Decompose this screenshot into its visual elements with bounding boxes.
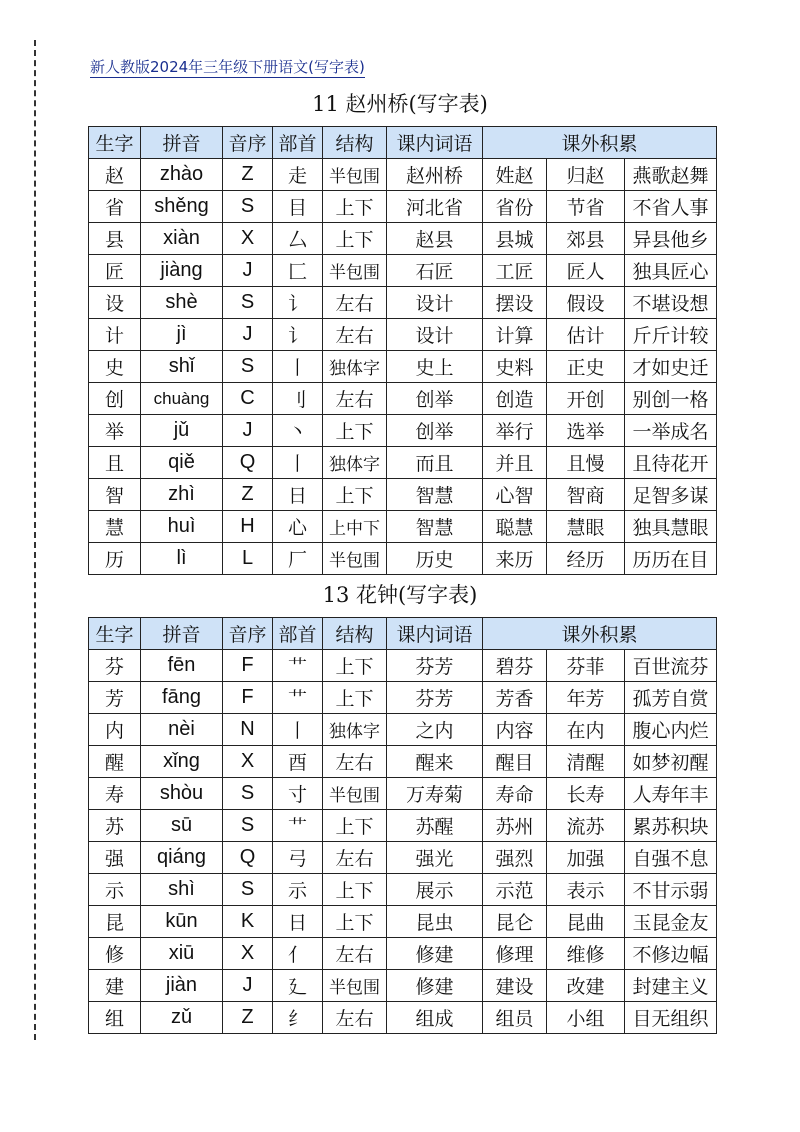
structure-cell: 半包围 [323,543,387,575]
char-cell: 慧 [89,511,141,543]
radical-cell: 艹 [273,810,323,842]
writing-table [88,617,717,1034]
document-header[interactable]: 新人教版2024年三年级下册语文(写字表) [90,58,365,76]
structure-cell: 上中下 [323,511,387,543]
char-cell: 匠 [89,255,141,287]
radical-cell: 刂 [273,383,323,415]
index-letter-cell: F [223,650,273,682]
extra-word-cell: 示范 [483,874,547,906]
table-row [89,810,717,842]
radical-cell: 讠 [273,319,323,351]
radical-cell: 讠 [273,287,323,319]
structure-cell: 左右 [323,938,387,970]
extra-word-cell: 假设 [547,287,625,319]
table-row [89,479,717,511]
structure-cell: 半包围 [323,159,387,191]
char-cell: 组 [89,1002,141,1034]
char-cell: 芳 [89,682,141,714]
header-extra-accumulation: 课外积累 [483,127,717,159]
structure-cell: 上下 [323,682,387,714]
char-cell: 强 [89,842,141,874]
extra-word-cell: 节省 [547,191,625,223]
pinyin-cell: lì [141,543,223,575]
extra-word-cell: 来历 [483,543,547,575]
extra-idiom-cell: 异县他乡 [625,223,717,255]
extra-word-cell: 工匠 [483,255,547,287]
char-cell: 芬 [89,650,141,682]
in-class-word-cell: 组成 [387,1002,483,1034]
in-class-word-cell: 河北省 [387,191,483,223]
char-cell: 省 [89,191,141,223]
in-class-word-cell: 赵州桥 [387,159,483,191]
pinyin-cell: qiáng [141,842,223,874]
extra-word-cell: 选举 [547,415,625,447]
extra-word-cell: 姓赵 [483,159,547,191]
structure-cell: 上下 [323,650,387,682]
index-letter-cell: X [223,938,273,970]
in-class-word-cell: 展示 [387,874,483,906]
extra-idiom-cell: 自强不息 [625,842,717,874]
char-cell: 苏 [89,810,141,842]
extra-idiom-cell: 斤斤计较 [625,319,717,351]
extra-word-cell: 在内 [547,714,625,746]
index-letter-cell: S [223,874,273,906]
extra-word-cell: 芬菲 [547,650,625,682]
table-row [89,447,717,479]
radical-cell: 丨 [273,714,323,746]
header-in-class-words: 课内词语 [387,618,483,650]
pinyin-cell: huì [141,511,223,543]
extra-word-cell: 强烈 [483,842,547,874]
extra-word-cell: 且慢 [547,447,625,479]
radical-cell: 日 [273,479,323,511]
structure-cell: 独体字 [323,351,387,383]
extra-idiom-cell: 玉昆金友 [625,906,717,938]
char-cell: 寿 [89,778,141,810]
index-letter-cell: J [223,415,273,447]
binding-margin-line [34,40,36,1040]
char-cell: 举 [89,415,141,447]
in-class-word-cell: 创举 [387,383,483,415]
extra-word-cell: 正史 [547,351,625,383]
pinyin-cell: chuàng [141,383,223,415]
table-row [89,1002,717,1034]
extra-word-cell: 经历 [547,543,625,575]
pinyin-cell: jiàn [141,970,223,1002]
in-class-word-cell: 创举 [387,415,483,447]
extra-word-cell: 寿命 [483,778,547,810]
in-class-word-cell: 而且 [387,447,483,479]
extra-idiom-cell: 百世流芬 [625,650,717,682]
table-row [89,746,717,778]
extra-word-cell: 计算 [483,319,547,351]
extra-word-cell: 维修 [547,938,625,970]
extra-word-cell: 加强 [547,842,625,874]
in-class-word-cell: 芬芳 [387,682,483,714]
radical-cell: 艹 [273,682,323,714]
extra-word-cell: 芳香 [483,682,547,714]
pinyin-cell: shì [141,874,223,906]
table-row [89,842,717,874]
pinyin-cell: fēn [141,650,223,682]
in-class-word-cell: 智慧 [387,479,483,511]
radical-cell: 目 [273,191,323,223]
char-cell: 建 [89,970,141,1002]
index-letter-cell: S [223,810,273,842]
in-class-word-cell: 芬芳 [387,650,483,682]
table-row [89,938,717,970]
extra-word-cell: 年芳 [547,682,625,714]
structure-cell: 左右 [323,287,387,319]
table-row [89,874,717,906]
extra-word-cell: 内容 [483,714,547,746]
header-pinyin: 拼音 [141,127,223,159]
radical-cell: 艹 [273,650,323,682]
extra-idiom-cell: 不堪设想 [625,287,717,319]
table-row [89,191,717,223]
extra-word-cell: 昆曲 [547,906,625,938]
extra-idiom-cell: 人寿年丰 [625,778,717,810]
extra-word-cell: 长寿 [547,778,625,810]
in-class-word-cell: 赵县 [387,223,483,255]
structure-cell: 左右 [323,319,387,351]
table-row [89,906,717,938]
extra-word-cell: 省份 [483,191,547,223]
extra-idiom-cell: 不甘示弱 [625,874,717,906]
extra-word-cell: 小组 [547,1002,625,1034]
pinyin-cell: shǐ [141,351,223,383]
pinyin-cell: sū [141,810,223,842]
structure-cell: 上下 [323,191,387,223]
in-class-word-cell: 苏醒 [387,810,483,842]
radical-cell: 日 [273,906,323,938]
in-class-word-cell: 之内 [387,714,483,746]
extra-idiom-cell: 燕歌赵舞 [625,159,717,191]
structure-cell: 独体字 [323,447,387,479]
structure-cell: 独体字 [323,714,387,746]
in-class-word-cell: 石匠 [387,255,483,287]
in-class-word-cell: 强光 [387,842,483,874]
extra-word-cell: 史料 [483,351,547,383]
index-letter-cell: X [223,223,273,255]
extra-idiom-cell: 如梦初醒 [625,746,717,778]
char-cell: 昆 [89,906,141,938]
pinyin-cell: shè [141,287,223,319]
extra-idiom-cell: 累苏积块 [625,810,717,842]
in-class-word-cell: 万寿菊 [387,778,483,810]
pinyin-cell: xǐng [141,746,223,778]
extra-idiom-cell: 足智多谋 [625,479,717,511]
table-row [89,223,717,255]
index-letter-cell: C [223,383,273,415]
pinyin-cell: zǔ [141,1002,223,1034]
char-cell: 史 [89,351,141,383]
table-row [89,511,717,543]
extra-word-cell: 表示 [547,874,625,906]
pinyin-cell: zhào [141,159,223,191]
extra-idiom-cell: 孤芳自赏 [625,682,717,714]
radical-cell: 酉 [273,746,323,778]
extra-idiom-cell: 不省人事 [625,191,717,223]
structure-cell: 上下 [323,906,387,938]
char-cell: 修 [89,938,141,970]
header-index: 音序 [223,127,273,159]
char-cell: 智 [89,479,141,511]
structure-cell: 半包围 [323,778,387,810]
table-row [89,159,717,191]
pinyin-cell: jǔ [141,415,223,447]
extra-word-cell: 碧芬 [483,650,547,682]
extra-word-cell: 流苏 [547,810,625,842]
extra-word-cell: 醒目 [483,746,547,778]
index-letter-cell: S [223,351,273,383]
header-index: 音序 [223,618,273,650]
char-cell: 设 [89,287,141,319]
structure-cell: 半包围 [323,255,387,287]
extra-word-cell: 摆设 [483,287,547,319]
header-structure: 结构 [323,618,387,650]
extra-word-cell: 心智 [483,479,547,511]
extra-idiom-cell: 一举成名 [625,415,717,447]
index-letter-cell: Z [223,1002,273,1034]
radical-cell: 纟 [273,1002,323,1034]
pinyin-cell: fāng [141,682,223,714]
table-row [89,682,717,714]
index-letter-cell: J [223,970,273,1002]
header-char: 生字 [89,618,141,650]
radical-cell: 走 [273,159,323,191]
header-radical: 部首 [273,618,323,650]
structure-cell: 左右 [323,383,387,415]
header-extra-accumulation: 课外积累 [483,618,717,650]
extra-word-cell: 建设 [483,970,547,1002]
extra-word-cell: 昆仑 [483,906,547,938]
char-cell: 创 [89,383,141,415]
extra-idiom-cell: 封建主义 [625,970,717,1002]
extra-word-cell: 苏州 [483,810,547,842]
in-class-word-cell: 智慧 [387,511,483,543]
radical-cell: 寸 [273,778,323,810]
structure-cell: 半包围 [323,970,387,1002]
radical-cell: 匚 [273,255,323,287]
header-radical: 部首 [273,127,323,159]
structure-cell: 上下 [323,223,387,255]
index-letter-cell: Q [223,842,273,874]
index-letter-cell: J [223,319,273,351]
extra-word-cell: 创造 [483,383,547,415]
radical-cell: 丨 [273,351,323,383]
extra-idiom-cell: 腹心内烂 [625,714,717,746]
index-letter-cell: J [223,255,273,287]
extra-word-cell: 归赵 [547,159,625,191]
pinyin-cell: nèi [141,714,223,746]
header-row [89,618,717,650]
radical-cell: 厂 [273,543,323,575]
lesson-title: 13 花钟(写字表) [322,583,478,607]
table-row [89,383,717,415]
pinyin-cell: xiàn [141,223,223,255]
char-cell: 历 [89,543,141,575]
pinyin-cell: xiū [141,938,223,970]
header-pinyin: 拼音 [141,618,223,650]
extra-word-cell: 改建 [547,970,625,1002]
table-row [89,543,717,575]
index-letter-cell: N [223,714,273,746]
index-letter-cell: H [223,511,273,543]
pinyin-cell: zhì [141,479,223,511]
index-letter-cell: Z [223,159,273,191]
structure-cell: 上下 [323,415,387,447]
radical-cell: 丨 [273,447,323,479]
structure-cell: 上下 [323,479,387,511]
index-letter-cell: L [223,543,273,575]
extra-idiom-cell: 目无组织 [625,1002,717,1034]
extra-word-cell: 组员 [483,1002,547,1034]
table-row [89,287,717,319]
extra-word-cell: 慧眼 [547,511,625,543]
char-cell: 赵 [89,159,141,191]
extra-word-cell: 清醒 [547,746,625,778]
table-row [89,714,717,746]
char-cell: 县 [89,223,141,255]
table-row [89,778,717,810]
table-row [89,255,717,287]
index-letter-cell: K [223,906,273,938]
in-class-word-cell: 历史 [387,543,483,575]
index-letter-cell: Q [223,447,273,479]
radical-cell: 廴 [273,970,323,1002]
structure-cell: 上下 [323,874,387,906]
extra-idiom-cell: 才如史迁 [625,351,717,383]
char-cell: 计 [89,319,141,351]
index-letter-cell: S [223,287,273,319]
char-cell: 且 [89,447,141,479]
extra-word-cell: 智商 [547,479,625,511]
header-row [89,127,717,159]
extra-word-cell: 举行 [483,415,547,447]
pinyin-cell: kūn [141,906,223,938]
char-cell: 内 [89,714,141,746]
radical-cell: 丶 [273,415,323,447]
radical-cell: 厶 [273,223,323,255]
header-structure: 结构 [323,127,387,159]
table-row [89,415,717,447]
in-class-word-cell: 修建 [387,970,483,1002]
extra-word-cell: 并且 [483,447,547,479]
extra-word-cell: 聪慧 [483,511,547,543]
index-letter-cell: S [223,191,273,223]
pinyin-cell: shòu [141,778,223,810]
extra-idiom-cell: 别创一格 [625,383,717,415]
in-class-word-cell: 醒来 [387,746,483,778]
radical-cell: 心 [273,511,323,543]
extra-word-cell: 估计 [547,319,625,351]
table-row [89,351,717,383]
extra-idiom-cell: 不修边幅 [625,938,717,970]
index-letter-cell: Z [223,479,273,511]
in-class-word-cell: 修建 [387,938,483,970]
extra-idiom-cell: 独具慧眼 [625,511,717,543]
in-class-word-cell: 设计 [387,287,483,319]
extra-word-cell: 县城 [483,223,547,255]
lesson-title: 11 赵州桥(写字表) [312,92,488,116]
radical-cell: 亻 [273,938,323,970]
structure-cell: 上下 [323,810,387,842]
pinyin-cell: jì [141,319,223,351]
extra-idiom-cell: 独具匠心 [625,255,717,287]
char-cell: 示 [89,874,141,906]
pinyin-cell: shěng [141,191,223,223]
radical-cell: 弓 [273,842,323,874]
in-class-word-cell: 昆虫 [387,906,483,938]
index-letter-cell: F [223,682,273,714]
header-in-class-words: 课内词语 [387,127,483,159]
table-row [89,319,717,351]
table-row [89,970,717,1002]
index-letter-cell: S [223,778,273,810]
extra-word-cell: 开创 [547,383,625,415]
writing-table [88,126,717,575]
extra-word-cell: 郊县 [547,223,625,255]
pinyin-cell: jiàng [141,255,223,287]
in-class-word-cell: 设计 [387,319,483,351]
char-cell: 醒 [89,746,141,778]
pinyin-cell: qiě [141,447,223,479]
table-row [89,650,717,682]
radical-cell: 示 [273,874,323,906]
extra-idiom-cell: 且待花开 [625,447,717,479]
header-char: 生字 [89,127,141,159]
extra-word-cell: 修理 [483,938,547,970]
structure-cell: 左右 [323,842,387,874]
structure-cell: 左右 [323,746,387,778]
structure-cell: 左右 [323,1002,387,1034]
extra-idiom-cell: 历历在目 [625,543,717,575]
index-letter-cell: X [223,746,273,778]
extra-word-cell: 匠人 [547,255,625,287]
in-class-word-cell: 史上 [387,351,483,383]
